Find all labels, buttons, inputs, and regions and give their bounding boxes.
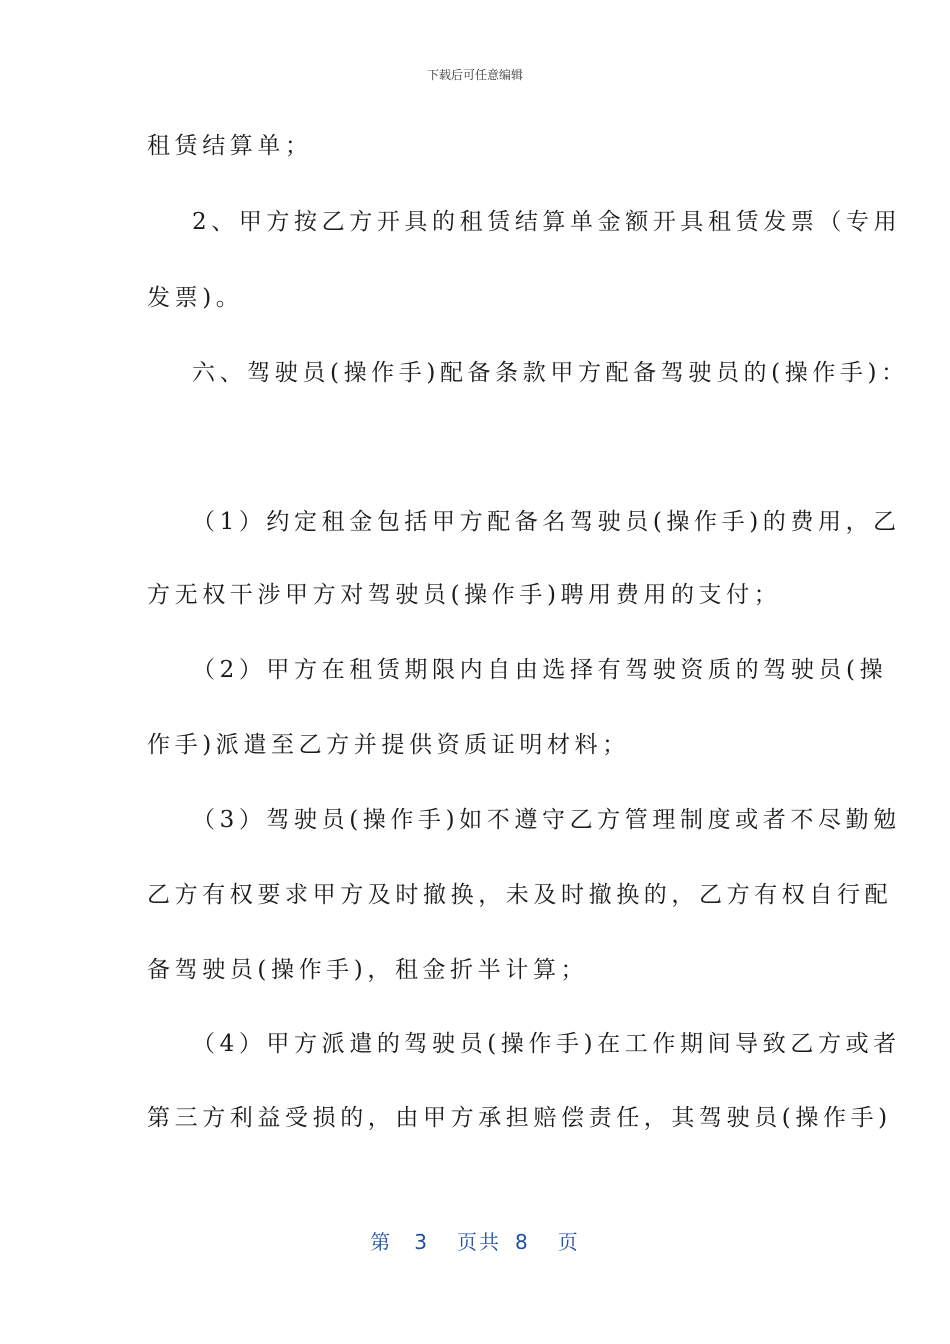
text-line: 乙方有权要求甲方及时撤换，未及时撤换的，乙方有权自行配 — [147, 882, 893, 908]
text-line: （3）驾驶员(操作手)如不遵守乙方管理制度或者不尽勤勉 — [192, 807, 901, 833]
text-line: 作手)派遣至乙方并提供资质证明材料； — [147, 732, 630, 758]
text-line: 备驾驶员(操作手)，租金折半计算； — [147, 957, 589, 983]
footer-suffix: 页 — [557, 1230, 580, 1254]
text-line: 发票)。 — [147, 285, 244, 311]
text-line: 租赁结算单； — [147, 133, 313, 159]
text-line: （2）甲方在租赁期限内自由选择有驾驶资质的驾驶员(操 — [192, 657, 888, 683]
text-line: 2、甲方按乙方开具的租赁结算单金额开具租赁发票（专用 — [192, 209, 902, 235]
text-line: 六、驾驶员(操作手)配备条款甲方配备驾驶员的(操作手)： — [192, 360, 909, 386]
footer-prefix: 第 — [370, 1230, 393, 1254]
text-line: （1）约定租金包括甲方配备名驾驶员(操作手)的费用，乙 — [192, 509, 901, 535]
total-pages-number: 8 — [515, 1230, 530, 1254]
text-line: （4）甲方派遣的驾驶员(操作手)在工作期间导致乙方或者 — [192, 1031, 901, 1057]
current-page-number: 3 — [414, 1230, 429, 1254]
text-line: 第三方利益受损的，由甲方承担赔偿责任，其驾驶员(操作手) — [147, 1105, 892, 1131]
footer-middle: 页共 — [457, 1230, 501, 1254]
header-note: 下载后可任意编辑 — [426, 68, 523, 82]
text-line: 方无权干涉甲方对驾驶员(操作手)聘用费用的支付； — [147, 582, 782, 608]
page-footer — [0, 1226, 950, 1255]
